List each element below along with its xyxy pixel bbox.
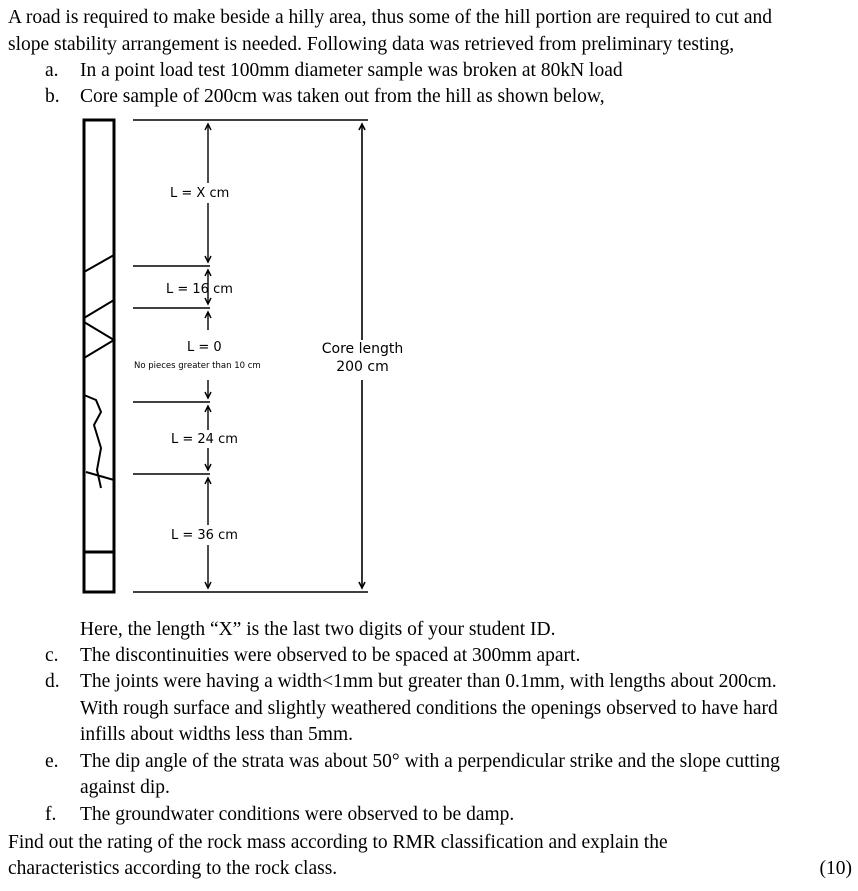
- marks: (10): [819, 858, 852, 879]
- intro-line-1: A road is required to make beside a hilly area, thus some of the hill portion are required to cut and: [8, 7, 773, 28]
- item-e-text-1: The dip angle of the strata was about 50° with a perpendicular strike and the slope cutting: [80, 751, 780, 772]
- item-f-marker: f.: [45, 804, 57, 825]
- core-length-title: Core length: [321, 341, 404, 357]
- item-d-text-2: With rough surface and slightly weathered conditions the openings observed to have hard: [80, 698, 778, 719]
- item-d-text-3: infills about widths less than 5mm.: [80, 724, 353, 745]
- item-c-text: The discontinuities were observed to be spaced at 300mm apart.: [80, 645, 581, 666]
- item-a-marker: a.: [45, 60, 59, 81]
- segment-label-16: L = 16 cm: [166, 282, 233, 297]
- item-b-text: Core sample of 200cm was taken out from the hill as shown below,: [80, 86, 605, 107]
- question-line-1: Find out the rating of the rock mass according to RMR classification and explain the: [8, 832, 668, 853]
- intro-line-2: slope stability arrangement is needed. Following data was retrieved from preliminary testing,: [8, 34, 735, 55]
- item-a-text: In a point load test 100mm diameter sample was broken at 80kN load: [80, 60, 623, 81]
- item-c-marker: c.: [45, 645, 59, 666]
- item-b-marker: b.: [45, 86, 60, 107]
- segment-label-x: L = X cm: [170, 186, 230, 201]
- segment-label-24: L = 24 cm: [171, 432, 238, 447]
- core-length-value: 200 cm: [336, 359, 389, 375]
- core-length-label: [305, 340, 420, 376]
- segment-label-36: L = 36 cm: [171, 528, 238, 543]
- fracture-line: [86, 472, 114, 480]
- core-column: [84, 120, 114, 592]
- fracture-line: [84, 255, 114, 272]
- note-x: Here, the length “X” is the last two digits of your student ID.: [80, 619, 556, 640]
- item-d-text-1: The joints were having a width<1mm but greater than 0.1mm, with lengths about 200cm.: [80, 671, 777, 692]
- fracture-line: [84, 322, 114, 358]
- question-line-2: characteristics according to the rock class.: [8, 858, 338, 879]
- item-d-marker: d.: [45, 671, 60, 692]
- item-e-text-2: against dip.: [80, 777, 170, 798]
- fracture-line: [84, 300, 114, 318]
- segment-label-0: L = 0: [187, 340, 222, 355]
- segment-note: No pieces greater than 10 cm: [134, 361, 261, 371]
- item-e-marker: e.: [45, 751, 59, 772]
- fracture-line: [84, 395, 101, 488]
- item-f-text: The groundwater conditions were observed to be damp.: [80, 804, 515, 825]
